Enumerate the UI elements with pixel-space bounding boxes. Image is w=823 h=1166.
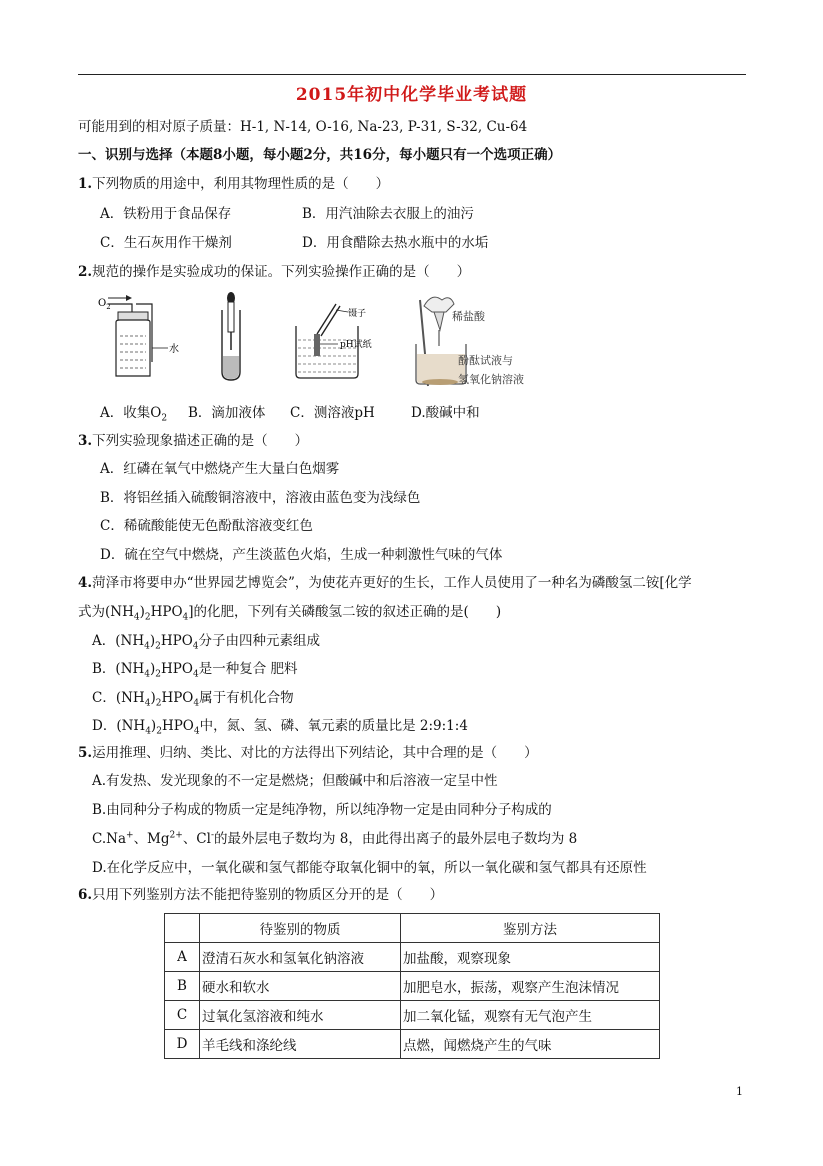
table-cell: B [165,972,200,1001]
table-cell: 硬水和软水 [200,972,401,1001]
table-cell: 澄清石灰水和氢氧化钠溶液 [200,943,401,972]
question-2-stem: 2.规范的操作是实验成功的保证。下列实验操作正确的是（ ） [78,264,471,280]
water-label: 水 [169,344,179,355]
question-4-option-b: B．$(NH_4)_2HPO_4$是一种复合 肥料 [92,661,298,680]
question-3-option-c: C．稀硫酸能使无色酚酞溶液变红色 [100,518,313,534]
hcl-label: 稀盐酸 [452,310,485,323]
table-header-cell [165,914,200,943]
question-6-stem: 6.只用下列鉴别方法不能把待鉴别的物质区分开的是（ ） [78,887,444,903]
ph-test-figure [290,290,400,382]
question-4-stem-line-1: 4.菏泽市将要申办“世界园艺博览会”，为使花卉更好的生长，工作人员使用了一种名为磷酸氢二铵[化学 [78,575,692,591]
table-header-cell: 待鉴别的物质 [200,914,401,943]
question-4-option-c: C．$(NH_4)_2HPO_4$属于有机化合物 [92,690,294,709]
question-5-option-c: C.Na+、$Mg^{2+}$、Cl-的最外层电子数均为 8，由此得出离子的最外层电子数均为 8 [92,830,578,847]
question-1-option-c: C．生石灰用作干燥剂 [100,235,232,251]
table-cell: 过氧化氢溶液和纯水 [200,1001,401,1030]
question-4-stem-line-2: 式为$(NH_4)_2HPO_4$]的化肥，下列有关磷酸氢二铵的叙述正确的是( ) [78,604,502,623]
dropper-figure [206,290,256,382]
question-3-stem: 3.下列实验现象描述正确的是（ ） [78,433,309,449]
question-3-option-b: B．将铝丝插入硫酸铜溶液中，溶液由蓝色变为浅绿色 [100,490,421,506]
question-4-option-a: A．$(NH_4)_2HPO_4$分子由四种元素组成 [92,633,321,652]
table-row [165,972,660,1001]
question-1-option-d: D．用食醋除去热水瓶中的水垢 [302,235,489,251]
question-3-option-d: D．硫在空气中燃烧，产生淡蓝色火焰，生成一种刺激性气味的气体 [100,547,503,563]
question-5-stem: 5.运用推理、归纳、类比、对比的方法得出下列结论，其中合理的是（ ） [78,745,538,761]
table-row [165,943,660,972]
question-2-figures [94,290,564,390]
question-2-option-b: B．滴加液体 [188,405,266,421]
question-5-option-b: B.由同种分子构成的物质一定是纯净物，所以纯净物一定是由同种分子构成的 [92,802,552,818]
table-cell: 加盐酸，观察现象 [401,943,660,972]
table-row [165,1001,660,1030]
ph-paper-label: pH试纸 [340,340,372,350]
question-1-option-b: B．用汽油除去衣服上的油污 [302,206,474,222]
question-1-option-a: A．铁粉用于食品保存 [100,206,232,222]
table-row [165,1030,660,1059]
question-2-option-a: A．收集$O_2$ [100,405,168,424]
table-cell: A [165,943,200,972]
table-cell: 加二氧化锰，观察有无气泡产生 [401,1001,660,1030]
table-cell: 加肥皂水，振荡，观察产生泡沫情况 [401,972,660,1001]
question-4-option-d: D．$(NH_4)_2HPO_4$中，氮、氢、磷、氧元素的质量比是 2:9:1:4 [92,718,468,737]
indicator-label-2: 氢氧化钠溶液 [458,373,524,386]
question-3-option-a: A．红磷在氧气中燃烧产生大量白色烟雾 [100,461,340,477]
atomic-mass-line: 可能用到的相对原子质量：H-1, N-14, O-16, Na-23, P-31, S-32, Cu-64 [78,119,528,135]
section-heading: 一、识别与选择（本题8小题，每小题2分，共16分，每小题只有一个选项正确） [78,147,562,163]
table-cell: 点燃，闻燃烧产生的气味 [401,1030,660,1059]
table-cell: C [165,1001,200,1030]
tweezers-label: 镊子 [348,309,367,319]
neutralization-figure [410,290,570,390]
question-2-option-c: C．测溶液pH [290,405,375,421]
table-header-cell: 鉴别方法 [401,914,660,943]
question-5-option-d: D.在化学反应中，一氧化碳和氢气都能夺取氧化铜中的氧，所以一氧化碳和氢气都具有还原性 [92,860,647,876]
question-5-option-a: A.有发热、发光现象的不一定是燃烧；但酸碱中和后溶液一定呈中性 [92,773,498,789]
o2-label: $O_2$ [98,298,111,311]
page-number: 1 [736,1085,743,1098]
identification-table [164,913,660,1059]
page-title: 2015年初中化学毕业考试题 [295,85,528,105]
gas-collection-figure [94,290,190,382]
header-rule [78,74,746,75]
table-header-row [165,914,660,943]
question-1-stem: 1.下列物质的用途中，利用其物理性质的是（ ） [78,176,390,192]
indicator-label-1: 酚酞试液与 [458,354,513,367]
table-cell: 羊毛线和涤纶线 [200,1030,401,1059]
table-cell: D [165,1030,200,1059]
question-2-option-d: D.酸碱中和 [411,405,480,421]
